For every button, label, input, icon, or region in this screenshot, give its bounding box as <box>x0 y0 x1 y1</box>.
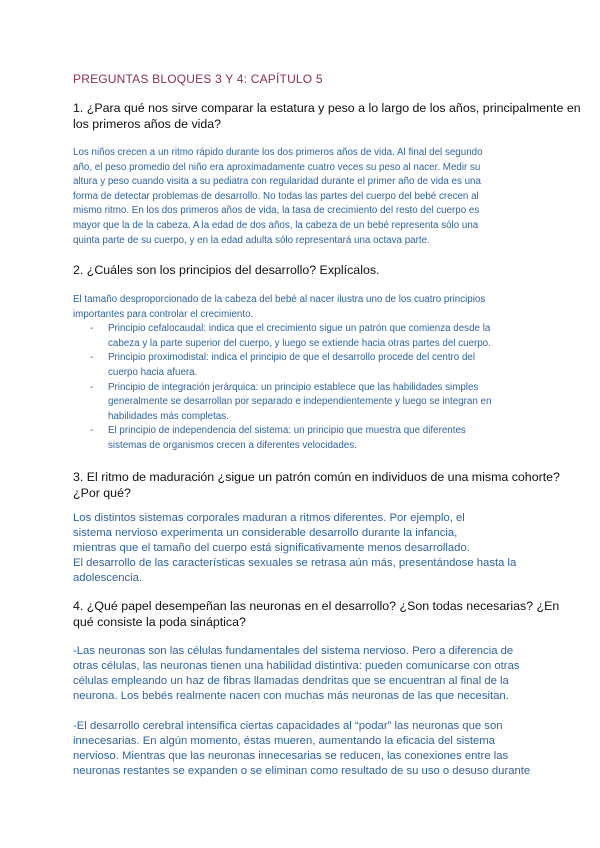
bullet-line: Principio proximodistal: indica el principio de que el desarrollo procede del centro del <box>108 352 476 364</box>
bullet-line: Principio cefalocaudal: indica que el crecimiento sigue un patrón que comienza desde la <box>108 323 491 335</box>
answer-line: mientras que el tamaño del cuerpo está significativamente menos desarrollado. <box>73 542 470 554</box>
bullet-line: habilidades más completas. <box>108 410 229 422</box>
answer-line: -El desarrollo cerebral intensifica ciertas capacidades al “podar” las neuronas que son <box>73 720 503 732</box>
answer-line: neuronas restantes se expanden o se eliminan como resultado de su uso o desuso durante <box>73 765 531 777</box>
question-line: 3. El ritmo de maduración ¿sigue un patrón común en individuos de una misma cohorte? <box>73 470 560 484</box>
dash-bullet-icon: - <box>90 352 94 364</box>
answer-line: otras células, las neuronas tienen una habilidad distintiva: pueden comunicarse con otras <box>73 660 520 672</box>
answer-4-part-2 <box>73 719 530 779</box>
answer-line: sistema nervioso experimenta un considerable desarrollo durante la infancia, <box>73 527 458 539</box>
answer-2 <box>73 293 491 454</box>
answer-4-part-1 <box>73 644 520 704</box>
principle-item <box>73 351 491 380</box>
answer-line: El desarrollo de las características sexuales se retrasa aún más, presentándose hasta la <box>73 557 517 569</box>
dash-bullet-icon: - <box>90 323 94 335</box>
bullet-line: cuerpo hacia afuera. <box>108 366 198 378</box>
principle-item <box>73 381 491 425</box>
answer-line: -Las neuronas son las células fundamentales del sistema nervioso. Pero a diferencia de <box>73 645 514 657</box>
question-1 <box>73 100 581 132</box>
answer-line: adolescencia. <box>73 572 143 584</box>
answer-1 <box>73 146 483 248</box>
bullet-line: El principio de independencia del sistema: un principio que muestra que diferentes <box>108 425 466 437</box>
answer-line: quinta parte de su cuerpo, y en la edad adulta sólo representará una octava parte. <box>73 234 430 246</box>
answer-line: Los distintos sistemas corporales maduran a ritmos diferentes. Por ejemplo, el <box>73 512 465 524</box>
question-4 <box>73 598 559 630</box>
question-line: los primeros años de vida? <box>73 117 222 131</box>
answer-line: Los niños crecen a un ritmo rápido durante los dos primeros años de vida. Al final del segundo <box>73 147 483 158</box>
answer-line: forma de detectar problemas de desarrollo. No todas las partes del cuerpo del bebé crecen al <box>73 190 479 202</box>
answer-3 <box>73 511 516 586</box>
question-line: qué consiste la poda sináptica? <box>73 615 246 629</box>
answer-line: El tamaño desproporcionado de la cabeza del bebé al nacer ilustra uno de los cuatro principios <box>73 294 486 305</box>
question-2 <box>73 262 379 278</box>
bullet-line: Principio de integración jerárquica: un principio establece que las habilidades simples <box>108 381 479 393</box>
dash-bullet-icon: - <box>90 425 94 437</box>
question-line: ¿Por qué? <box>73 486 131 500</box>
principle-item <box>73 424 491 453</box>
answer-line: mayor que la de la cabeza. A la edad de dos años, la cabeza de un bebé representa sólo una <box>73 219 479 231</box>
question-line: 1. ¿Para qué nos sirve comparar la estatura y peso a lo largo de los años, principalmente en <box>73 101 581 115</box>
question-line: 4. ¿Qué papel desempeñan las neuronas en el desarrollo? ¿Son todas necesarias? ¿En <box>73 599 560 613</box>
bullet-line: generalmente se desarrollan por separado e independientemente y luego se integran en <box>108 396 492 408</box>
document-title: PREGUNTAS BLOQUES 3 Y 4: CAPÍTULO 5 <box>73 72 323 86</box>
bullet-line: sistemas de organismos crecen a diferentes velocidades. <box>108 439 357 451</box>
answer-line: innecesarias. En algún momento, éstas mueren, aumentando la eficacia del sistema <box>73 735 495 747</box>
answer-line: neurona. Los bebés realmente nacen con muchas más neuronas de las que necesitan. <box>73 690 509 702</box>
bullet-line: cabeza y la parte superior del cuerpo, y luego se extiende hacia otras partes del cuerpo. <box>108 337 491 349</box>
answer-line: mismo ritmo. En los dos primeros años de vida, la tasa de crecimiento del resto del cuerpo es <box>73 205 480 217</box>
answer-line: año, el peso promedio del niño era aproximadamente cuatro veces su peso al nacer. Medir su <box>73 161 481 173</box>
dash-bullet-icon: - <box>90 381 94 393</box>
answer-line: altura y peso cuando visita a su pediatra con regularidad durante el primer año de vida es una <box>73 176 481 188</box>
question-line: 2. ¿Cuáles son los principios del desarrollo? Explícalos. <box>73 263 380 277</box>
answer-line: nervioso. Mientras que las neuronas innecesarias se reducen, las conexiones entre las <box>73 750 509 762</box>
answer-line: células empleando un haz de fibras llamadas dendritas que se encuentran al final de la <box>73 675 509 687</box>
answer-line: importantes para controlar el crecimiento. <box>73 308 254 320</box>
question-3 <box>73 469 560 501</box>
principle-item <box>73 322 491 351</box>
